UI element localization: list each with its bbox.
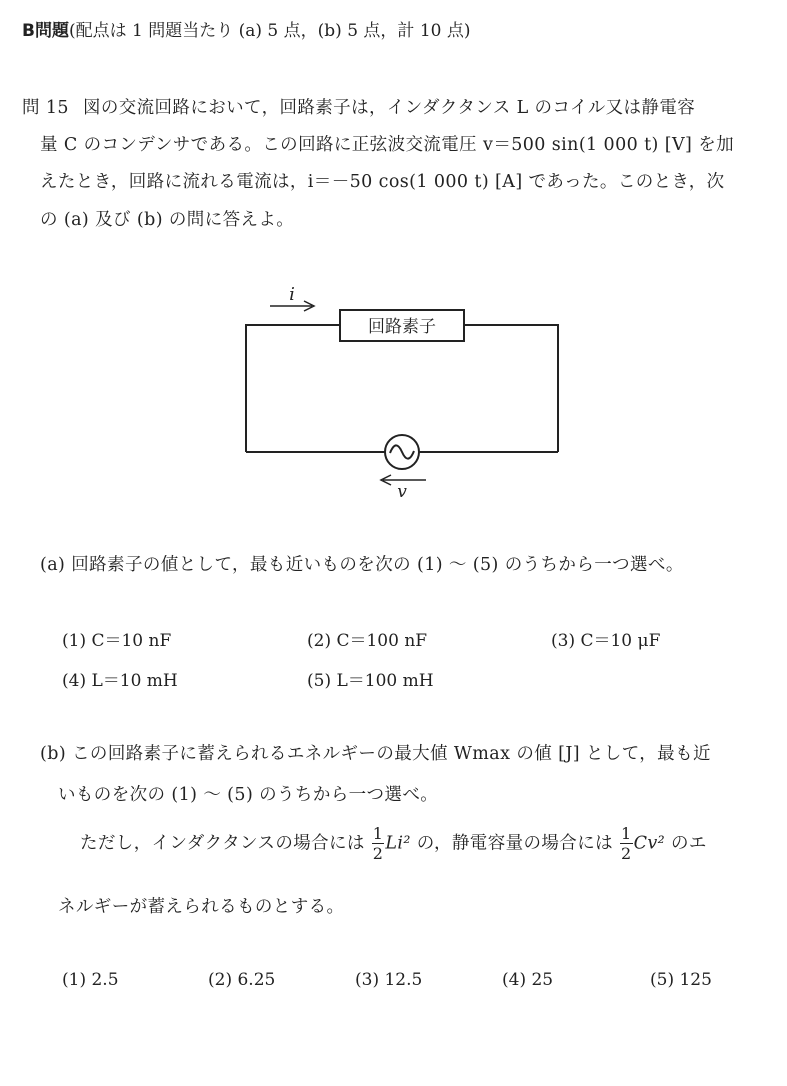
- question-number: 問 15: [22, 98, 69, 118]
- option-a2[interactable]: (2) C＝100 nF: [307, 631, 428, 651]
- note-text-post: のエ: [671, 833, 707, 854]
- part-a-prompt: (a) 回路素子の値として，最も近いものを次の (1) ～ (5) のうちから一つ選べ。: [40, 555, 684, 575]
- fraction-half-2: [620, 826, 633, 862]
- part-b-note-line-1: [80, 826, 707, 862]
- note-text-pre: ただし，インダクタンスの場合には: [80, 833, 365, 854]
- option-b1[interactable]: (1) 2.5: [62, 970, 119, 990]
- option-b5[interactable]: (5) 125: [650, 970, 712, 990]
- part-b-prompt-1: (b) この回路素子に蓄えられるエネルギーの最大値 Wmax の値 [J] として，最も近: [40, 744, 711, 764]
- current-label: i: [289, 284, 295, 305]
- section-label: B問題: [22, 21, 69, 41]
- formula-capacitance: Cv²: [633, 833, 666, 854]
- option-b3[interactable]: (3) 12.5: [355, 970, 423, 990]
- option-a1[interactable]: (1) C＝10 nF: [62, 631, 172, 651]
- fraction-half-1: [372, 826, 385, 862]
- option-b2[interactable]: (2) 6.25: [208, 970, 276, 990]
- formula-inductance: Li²: [385, 833, 411, 854]
- note-text-mid: の，静電容量の場合には: [416, 833, 613, 854]
- circuit-diagram: [230, 278, 570, 503]
- frac-numerator: 1: [372, 824, 384, 843]
- question-text-1: 図の交流回路において，回路素子は，インダクタンス L のコイル又は静電容: [82, 98, 696, 118]
- question-text-2: 量 C のコンデンサである。この回路に正弦波交流電圧 v＝500 sin(1 000 t) [V] を加: [40, 135, 734, 155]
- question-text-3: えたとき，回路に流れる電流は，i＝－50 cos(1 000 t) [A] であった。このとき，次: [40, 172, 725, 192]
- section-header: [22, 16, 471, 41]
- option-b4[interactable]: (4) 25: [502, 970, 554, 990]
- option-a3[interactable]: (3) C＝10 μF: [551, 631, 661, 651]
- part-b-prompt-2: いものを次の (1) ～ (5) のうちから一つ選べ。: [58, 785, 439, 805]
- option-a5[interactable]: (5) L＝100 mH: [307, 671, 434, 691]
- frac-denominator: 2: [372, 844, 384, 863]
- frac-numerator: 1: [620, 824, 632, 843]
- question-text-4: の (a) 及び (b) の問に答えよ。: [40, 210, 295, 230]
- points-info: (配点は 1 問題当たり (a) 5 点，(b) 5 点，計 10 点): [68, 21, 471, 41]
- frac-denominator: 2: [620, 844, 632, 863]
- part-b-note-line-2: ネルギーが蓄えられるものとする。: [58, 897, 345, 917]
- option-a4[interactable]: (4) L＝10 mH: [62, 671, 178, 691]
- circuit-element-label: 回路素子: [368, 317, 436, 337]
- question-line-1: [22, 94, 695, 119]
- voltage-label: v: [397, 482, 407, 502]
